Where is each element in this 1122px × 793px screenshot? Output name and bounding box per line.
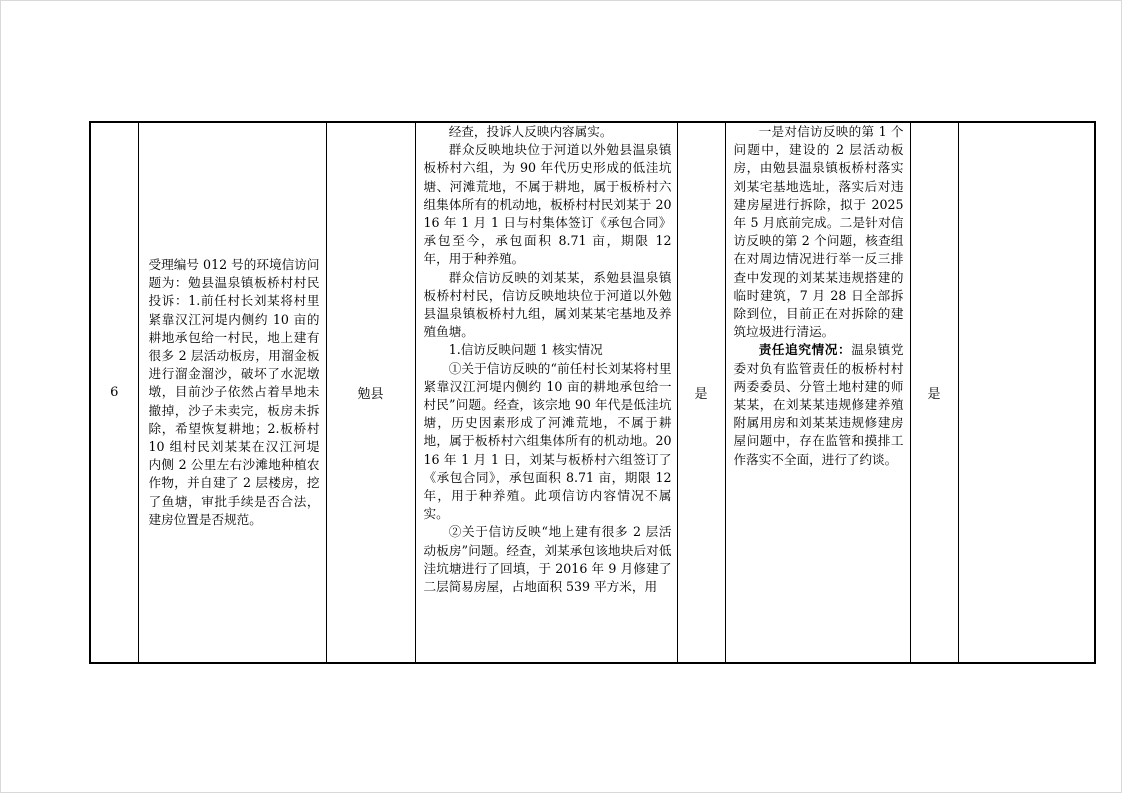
verification-paragraph: 经查，投诉人反映内容属实。	[448, 124, 613, 139]
table-row	[90, 122, 1095, 663]
verification-paragraph: ②关于信访反映“地上建有很多 2 层活动板房”问题。经查，刘某承包该地块后对低洼坑塘进行了回填，于 2016 年 9 月修建了二层简易房屋，占地面积 539 平方米，用	[423, 524, 672, 595]
verification-paragraph: ①关于信访反映的“前任村长刘某将村里紧靠汉江河堤内侧约 10 亩的耕地承包给一村民”问题。经查，该宗地 90 年代是低洼坑塘，历史因素形成了河滩荒地，不属于耕地，属于板桥村六组集体所有的机动地。2016 年 1 月 1 日，刘某与板桥村六组签订了《承包合同》，承包面积 8.71 亩，期限 12 年，用于种养殖。此项信访内容情况不属实。	[423, 360, 672, 522]
complaint-text: 受理编号 012 号的环境信访问题为：勉县温泉镇板桥村村民投诉：1.前任村长刘某将村里紧靠汉江河堤内侧约 10 亩的耕地承包给一村民，地上建有很多 2 层活动板房，用溜金板进行溜金溜沙，破坏了水泥墩墩，目前沙子依然占着旱地未撤掉，沙子未卖完，板房未拆除，希望恢复耕地；2.板桥村 10 组村民刘某某在汉江河堤内侧 2 公里左右沙滩地种植农作物，并自建了 2 层楼房，挖了鱼塘，审批手续是否合法，建房位置是否规范。	[148, 256, 320, 527]
extra-cell	[958, 122, 1095, 663]
verification-paragraph: 1.信访反映问题 1 核实情况	[448, 342, 603, 358]
verified-flag-cell	[677, 122, 725, 663]
verification-paragraph: 群众信访反映的刘某某，系勉县温泉镇板桥村村民，信访反映地块位于河道以外勉县温泉镇板桥村九组，属刘某某宅基地及养殖鱼塘。	[423, 269, 672, 340]
rectification-cell	[725, 122, 910, 663]
resolved-flag-cell	[910, 122, 958, 663]
complaint-cell	[138, 122, 326, 663]
verification-paragraph: 群众反映地块位于河道以外勉县温泉镇板桥村六组，为 90 年代历史形成的低洼坑塘、河滩荒地，不属于耕地，属于板桥村六组集体所有的机动地，板桥村村民刘某于 2016 年 1 月 1 日与村集体签订《承包合同》承包至今，承包面积 8.71 亩，期限 12 年，用于种养殖。	[423, 142, 672, 267]
complaint-table	[89, 121, 1096, 664]
row-index: 6	[110, 385, 119, 400]
rectification-text: 一是对信访反映的第 1 个问题中，建设的 2 层活动板房，由勉县温泉镇板桥村落实刘某宅基地选址，落实后对违建房屋进行拆除，拟于 2025 年 5 月底前完成。二是针对信访反映的第 2 个问题，核查组在对周边情况进行举一反三排查中发现的刘某某违规搭建的临时建筑，7 月 28 日全部拆除到位，目前正在对拆除的建筑垃圾进行清运。	[733, 124, 904, 340]
county-cell	[326, 122, 415, 663]
verified-flag: 是	[694, 387, 708, 402]
accountability-label: 责任追究情况：	[758, 342, 852, 358]
resolved-flag: 是	[927, 387, 941, 402]
county-name: 勉县	[357, 387, 384, 402]
verification-cell	[415, 122, 677, 663]
accountability-paragraph	[734, 341, 904, 468]
row-index-cell	[90, 122, 138, 663]
accountability-text: 温泉镇党委对负有监管责任的板桥村村两委委员、分管土地村建的师某某，在刘某某违规修建养殖附属用房和刘某某违规修建房屋问题中，存在监管和摸排工作落实不全面，进行了约谈。	[733, 342, 904, 467]
